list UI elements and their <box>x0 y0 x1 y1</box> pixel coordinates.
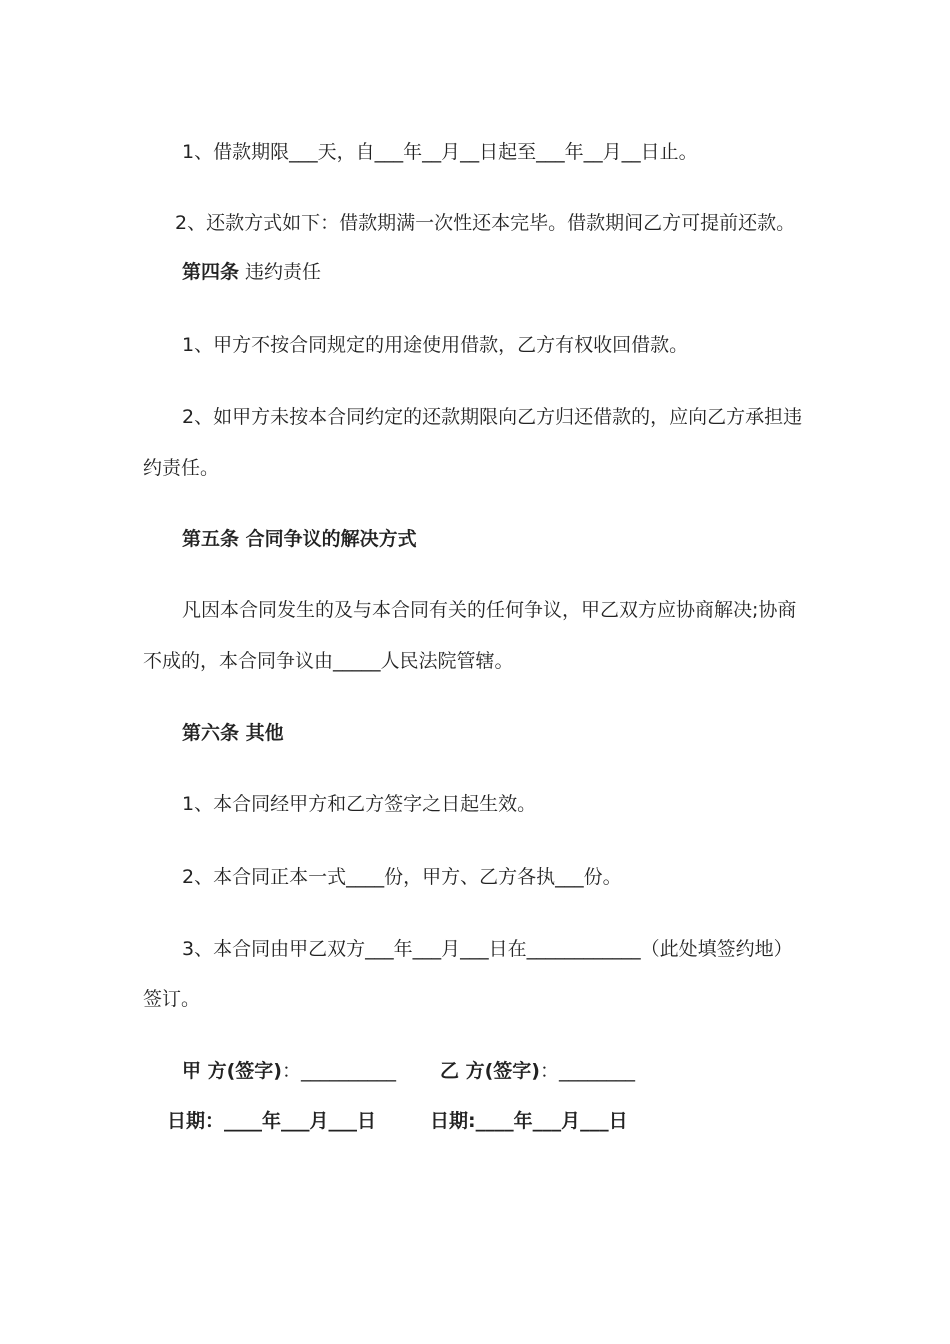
article4-item2-line1: 2、如甲方未按本合同约定的还款期限向乙方归还借款的，应向乙方承担违 <box>182 406 803 428</box>
article5-heading: 第五条 合同争议的解决方式 <box>182 528 417 550</box>
article4-heading-number: 第四条 <box>182 261 240 283</box>
article5-para-line2: 不成的，本合同争议由_____人民法院管辖。 <box>143 650 514 672</box>
article4-item2-line2: 约责任。 <box>143 457 220 479</box>
party-b-signature <box>440 1058 635 1084</box>
party-a-sign-line: ：__________ <box>281 1060 396 1082</box>
party-a-signature <box>182 1058 396 1084</box>
party-a-label: 甲 方(签字) <box>182 1060 282 1082</box>
party-a-date: 日期：____年___月___日 <box>167 1110 377 1132</box>
article6-heading: 第六条 其他 <box>182 722 284 744</box>
article6-item2: 2、本合同正本一式____份，甲方、乙方各执___份。 <box>182 866 622 888</box>
article4-item1: 1、甲方不按合同规定的用途使用借款，乙方有权收回借款。 <box>182 334 689 356</box>
party-b-date: 日期:____年___月___日 <box>430 1110 628 1132</box>
term3-item2: 2、还款方式如下：借款期满一次性还本完毕。借款期间乙方可提前还款。 <box>175 212 796 234</box>
article6-item1: 1、本合同经甲方和乙方签字之日起生效。 <box>182 793 537 815</box>
article5-para-line1: 凡因本合同发生的及与本合同有关的任何争议，甲乙双方应协商解决;协商 <box>182 599 797 621</box>
article6-item3-line1: 3、本合同由甲乙双方___年___月___日在____________（此处填签约地） <box>182 938 793 960</box>
article6-item3-line2: 签订。 <box>143 988 201 1010</box>
article4-heading <box>182 259 321 285</box>
term3-item1: 1、借款期限___天，自___年__月__日起至___年__月__日止。 <box>182 141 698 163</box>
party-b-sign-line: ：________ <box>539 1060 635 1082</box>
article4-heading-title: 违约责任 <box>239 261 322 283</box>
party-b-label: 乙 方(签字) <box>440 1060 540 1082</box>
